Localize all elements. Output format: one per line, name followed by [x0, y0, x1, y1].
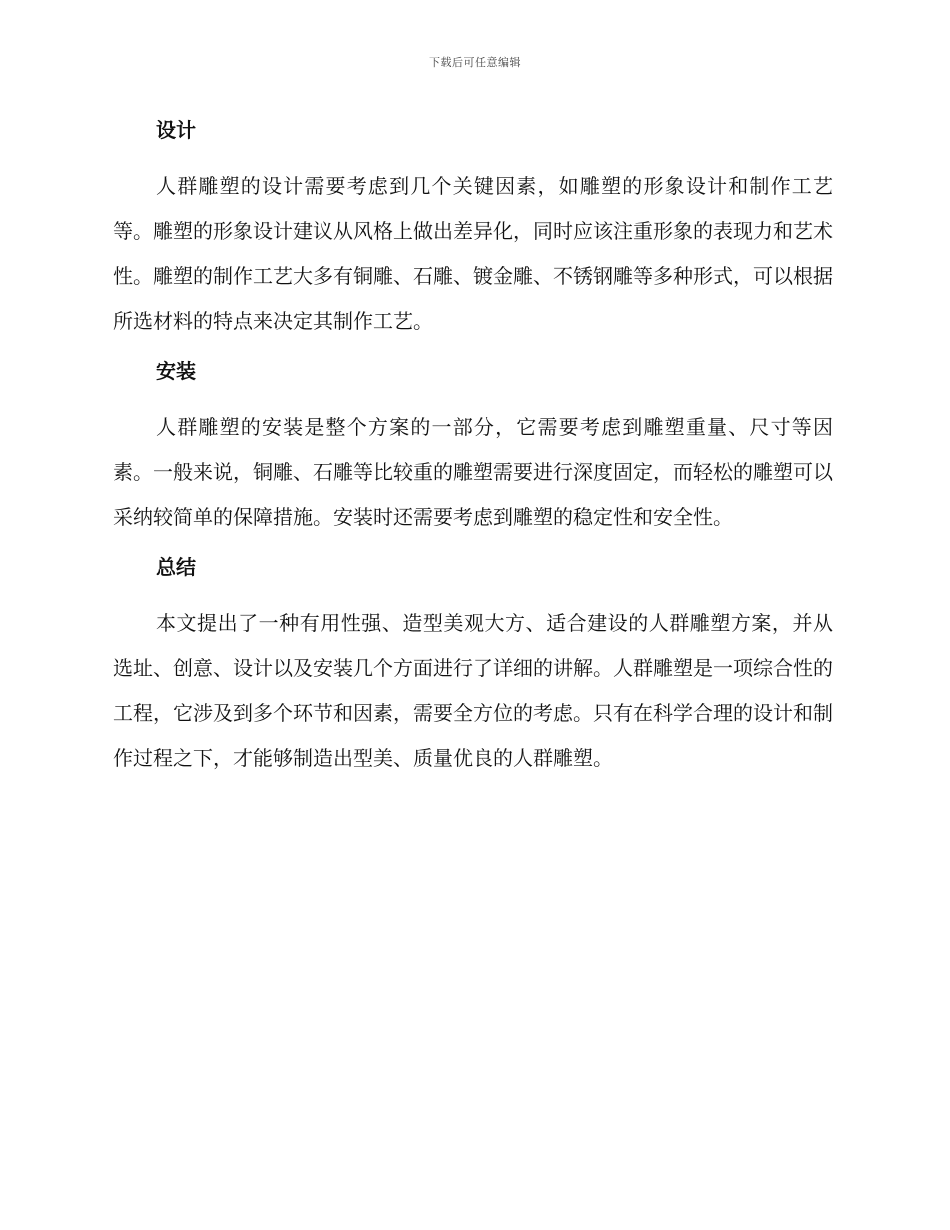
section-heading: 设计: [156, 118, 196, 142]
section-paragraph: 本文提出了一种有用性强、造型美观大方、适合建设的人群雕塑方案，并从选址、创意、设计以及安装几个方面进行了详细的讲解。人群雕塑是一项综合性的工程，它涉及到多个环节和因素，需要全方位的考虑。只有在科学合理的设计和制作过程之下，才能够制造出型美、质量优良的人群雕塑。: [113, 611, 833, 770]
section-summary: [113, 547, 833, 781]
document-body: [113, 110, 833, 788]
section-installation: [113, 351, 833, 540]
section-paragraph: 人群雕塑的安装是整个方案的一部分，它需要考虑到雕塑重量、尺寸等因素。一般来说，铜雕、石雕等比较重的雕塑需要进行深度固定，而轻松的雕塑可以采纳较简单的保障措施。安装时还需要考虑到雕塑的稳定性和安全性。: [113, 415, 833, 529]
section-heading: 总结: [156, 555, 196, 579]
section-heading: 安装: [156, 359, 196, 383]
section-paragraph: 人群雕塑的设计需要考虑到几个关键因素，如雕塑的形象设计和制作工艺等。雕塑的形象设计建议从风格上做出差异化，同时应该注重形象的表现力和艺术性。雕塑的制作工艺大多有铜雕、石雕、镀金雕、不锈钢雕等多种形式，可以根据所选材料的特点来决定其制作工艺。: [113, 174, 833, 333]
header-note: 下载后可任意编辑: [429, 56, 521, 69]
section-design: [113, 110, 833, 344]
